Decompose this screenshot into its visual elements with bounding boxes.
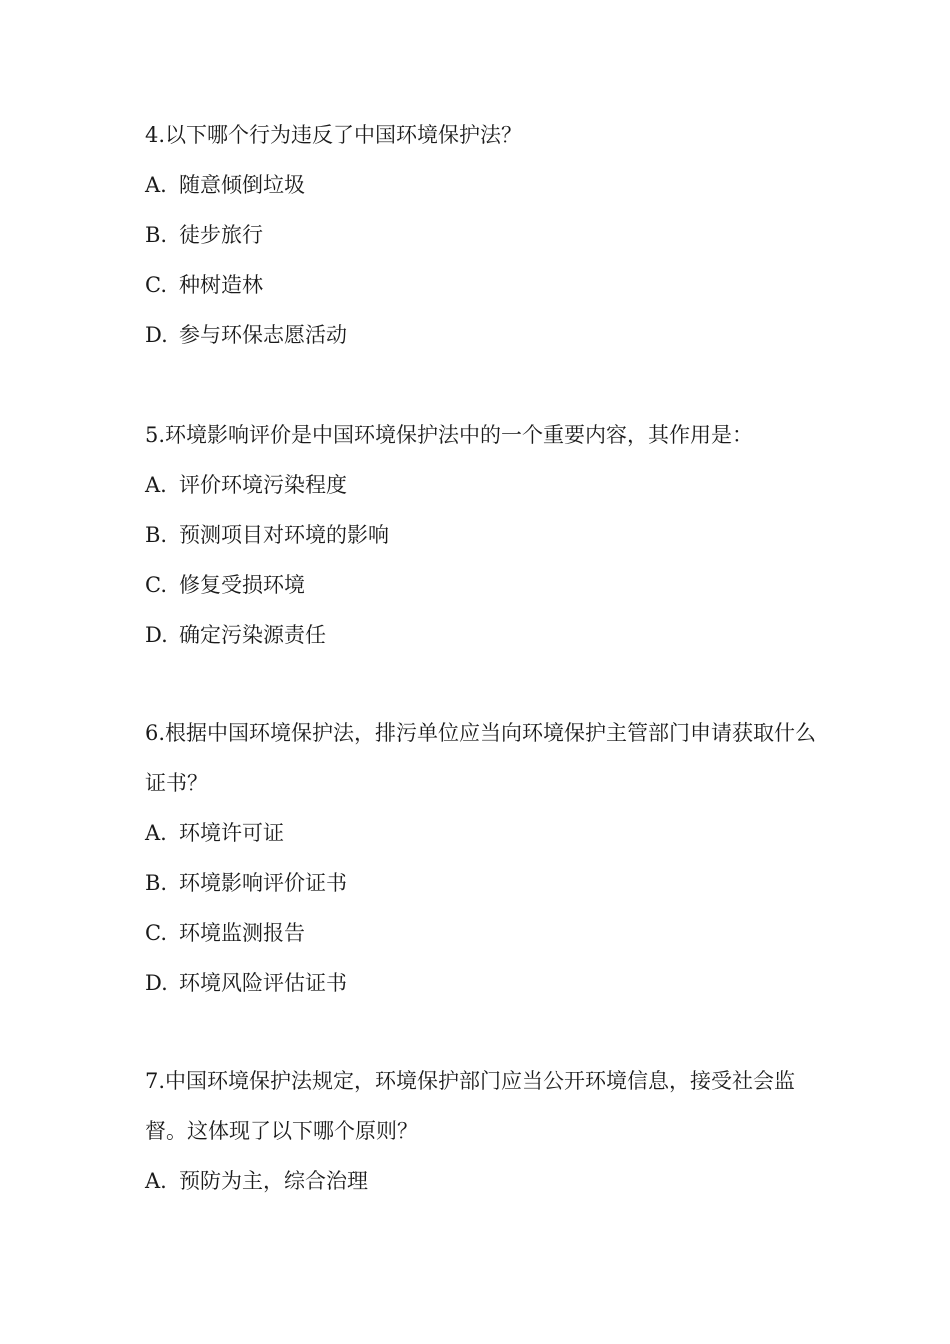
option-letter: C. — [145, 573, 167, 597]
option-letter: B. — [145, 523, 168, 547]
option-text: 预防为主，综合治理 — [179, 1169, 368, 1193]
option-letter: A. — [145, 1169, 167, 1193]
option-letter: B. — [145, 223, 168, 247]
option-a — [145, 460, 825, 510]
question-4 — [145, 110, 825, 360]
option-a — [145, 1156, 825, 1206]
option-text: 徒步旅行 — [179, 223, 263, 247]
option-b — [145, 210, 825, 260]
question-6 — [145, 708, 825, 1008]
question-7 — [145, 1056, 825, 1206]
option-text: 评价环境污染程度 — [179, 473, 347, 497]
option-letter: A. — [145, 473, 167, 497]
option-letter: B. — [145, 871, 168, 895]
option-b — [145, 510, 825, 560]
option-d — [145, 610, 825, 660]
option-c — [145, 908, 825, 958]
question-5 — [145, 410, 825, 660]
option-b — [145, 858, 825, 908]
option-letter: D. — [145, 323, 168, 347]
option-letter: D. — [145, 971, 168, 995]
question-text: 5.环境影响评价是中国环境保护法中的一个重要内容，其作用是： — [145, 423, 754, 447]
option-letter: A. — [145, 173, 167, 197]
option-text: 参与环保志愿活动 — [179, 323, 347, 347]
option-d — [145, 310, 825, 360]
option-text: 环境监测报告 — [179, 921, 305, 945]
option-text: 随意倾倒垃圾 — [179, 173, 305, 197]
option-d — [145, 958, 825, 1008]
option-text: 环境许可证 — [179, 821, 284, 845]
option-letter: C. — [145, 921, 167, 945]
option-a — [145, 808, 825, 858]
question-text: 4.以下哪个行为违反了中国环境保护法？ — [145, 123, 523, 147]
option-text: 预测项目对环境的影响 — [179, 523, 389, 547]
option-text: 环境风险评估证书 — [179, 971, 347, 995]
question-text: 7.中国环境保护法规定，环境保护部门应当公开环境信息，接受社会监督。这体现了以下哪个原则？ — [145, 1069, 796, 1143]
option-a — [145, 160, 825, 210]
option-text: 种树造林 — [179, 273, 263, 297]
option-c — [145, 560, 825, 610]
option-text: 修复受损环境 — [179, 573, 305, 597]
option-text: 环境影响评价证书 — [179, 871, 347, 895]
question-text: 6.根据中国环境保护法，排污单位应当向环境保护主管部门申请获取什么证书？ — [145, 721, 817, 795]
option-letter: C. — [145, 273, 167, 297]
option-text: 确定污染源责任 — [179, 623, 326, 647]
option-letter: A. — [145, 821, 167, 845]
option-letter: D. — [145, 623, 168, 647]
option-c — [145, 260, 825, 310]
